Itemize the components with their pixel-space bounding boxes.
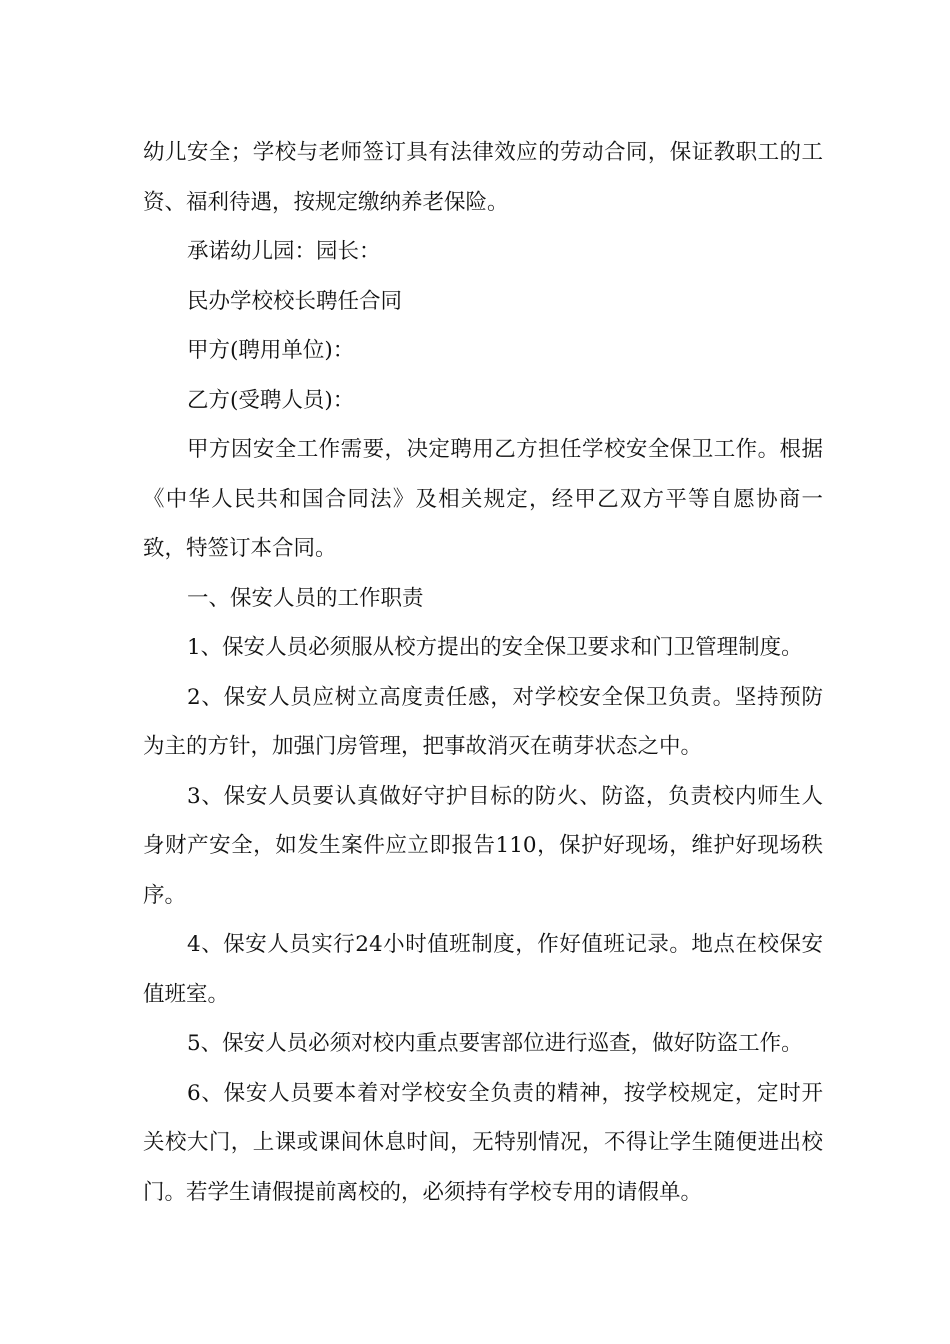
duty-item-2: 2、保安人员应树立高度责任感，对学校安全保卫负责。坚持预防为主的方针，加强门房管理，把事故消灭在萌芽状态之中。 bbox=[143, 684, 823, 759]
paragraph-safety-commitment: 幼儿安全；学校与老师签订具有法律效应的劳动合同，保证教职工的工资、福利待遇，按规定缴纳养老保险。 bbox=[143, 140, 823, 215]
duty-item-4: 4、保安人员实行24小时值班制度，作好值班记录。地点在校保安值班室。 bbox=[143, 932, 823, 1007]
section-heading-duties: 一、保安人员的工作职责 bbox=[187, 585, 424, 611]
party-a-line: 甲方(聘用单位)： bbox=[187, 338, 355, 363]
duty-item-1: 1、保安人员必须服从校方提出的安全保卫要求和门卫管理制度。 bbox=[187, 635, 803, 660]
paragraph-kindergarten-signature: 承诺幼儿园：园长： bbox=[187, 239, 381, 264]
duty-item-3: 3、保安人员要认真做好守护目标的防火、防盗，负责校内师生人身财产安全，如发生案件应立即报告110，保护好现场，维护好现场秩序。 bbox=[143, 783, 823, 908]
document-page bbox=[143, 128, 823, 1217]
party-b-line: 乙方(受聘人员)： bbox=[187, 387, 355, 413]
duty-item-6: 6、保安人员要本着对学校安全负责的精神，按学校规定，定时开关校大门，上课或课间休息时间，无特别情况，不得让学生随便进出校门。若学生请假提前离校的，必须持有学校专用的请假单。 bbox=[143, 1080, 823, 1205]
contract-title: 民办学校校长聘任合同 bbox=[187, 288, 403, 314]
duty-item-5: 5、保安人员必须对校内重点要害部位进行巡查，做好防盗工作。 bbox=[187, 1031, 803, 1056]
paragraph-contract-preamble: 甲方因安全工作需要，决定聘用乙方担任学校安全保卫工作。根据《中华人民共和国合同法》及相关规定，经甲乙双方平等自愿协商一致，特签订本合同。 bbox=[143, 437, 823, 561]
